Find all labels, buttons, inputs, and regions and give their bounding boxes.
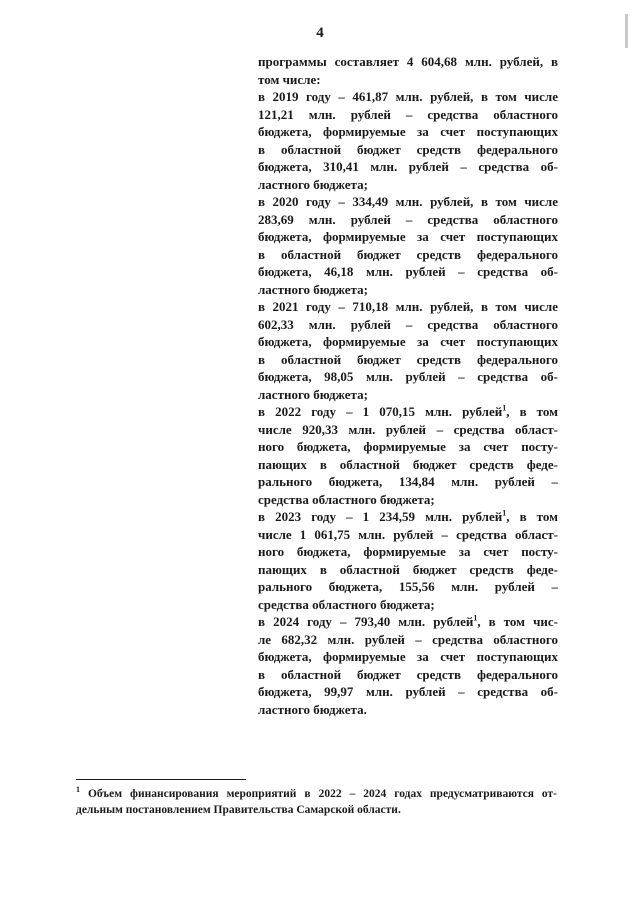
body-line-text: пающих в областной бюджет средств феде- (258, 561, 558, 577)
body-line-text: в 2019 году – 461,87 млн. рублей, в том числе (258, 89, 558, 104)
body-line-text: бюджета, формируемые за счет поступающих (258, 229, 558, 244)
body-line-text: ного бюджета, формируемые за счет посту- (258, 544, 558, 559)
footnote-marker: 1 (76, 785, 80, 795)
body-line-text: бюджета, 46,18 млн. рублей – средства об- (258, 264, 558, 279)
body-line (258, 596, 558, 614)
body-line-text: средства областного бюджета; (258, 596, 435, 612)
body-line-tail: , в том (506, 404, 558, 419)
body-line (258, 456, 558, 474)
body-line-text: бюджета, формируемые за счет поступающих (258, 334, 558, 349)
body-line-text: программы составляет 4 604,68 млн. рублей, в (258, 54, 558, 69)
body-line-text: ластного бюджета; (258, 281, 368, 297)
body-line-tail: , в том чис- (477, 614, 558, 629)
body-line-text: бюджета, 99,97 млн. рублей – средства об- (258, 684, 558, 699)
body-line-text: в 2024 году – 793,40 млн. рублей (258, 614, 474, 629)
body-line (258, 158, 558, 176)
body-line-text: ле 682,32 млн. рублей – средства областного (258, 631, 558, 647)
body-line (258, 333, 558, 351)
body-line-text: ного бюджета, формируемые за счет посту- (258, 439, 558, 454)
body-line (258, 561, 558, 579)
body-line (258, 683, 558, 701)
body-line (258, 631, 558, 649)
footnote-separator (76, 779, 246, 780)
body-line-text: ластного бюджета. (258, 701, 367, 717)
body-line-text: средства областного бюджета; (258, 491, 435, 507)
body-line (258, 281, 558, 299)
body-line (258, 106, 558, 124)
body-line-text: в областной бюджет средств федерального (258, 246, 558, 262)
body-line (258, 228, 558, 246)
footnote-text-1: Объем финансирования мероприятий в 2022 – 2024 годах предусматриваются от- (80, 788, 557, 800)
body-line-text: в областной бюджет средств федерального (258, 351, 558, 367)
body-line (258, 543, 558, 561)
body-line-text: ластного бюджета; (258, 176, 368, 192)
body-line (258, 298, 558, 316)
body-line (258, 613, 558, 631)
footnote (76, 786, 557, 818)
body-line (258, 88, 558, 106)
body-line-text: рального бюджета, 134,84 млн. рублей – (258, 474, 558, 489)
footnote-reference: 1 (473, 613, 478, 623)
body-line (258, 578, 558, 596)
body-line-text: в областной бюджет средств федерального (258, 666, 558, 682)
body-line (258, 438, 558, 456)
body-line-text: 283,69 млн. рублей – средства областного (258, 211, 558, 227)
body-line (258, 316, 558, 334)
body-line-text: в 2023 году – 1 234,59 млн. рублей (258, 509, 503, 524)
body-line (258, 368, 558, 386)
body-line-text: 602,33 млн. рублей – средства областного (258, 316, 558, 332)
body-line-text: бюджета, формируемые за счет поступающих (258, 649, 558, 664)
body-line-text: бюджета, 310,41 млн. рублей – средства об- (258, 159, 558, 174)
body-line (258, 53, 558, 71)
body-line (258, 211, 558, 229)
body-line (258, 491, 558, 509)
footnote-reference: 1 (502, 508, 507, 518)
body-line (258, 193, 558, 211)
page-number: 4 (316, 25, 324, 41)
body-line (258, 526, 558, 544)
body-line-text: числе 920,33 млн. рублей – средства област- (258, 421, 558, 437)
body-line (258, 123, 558, 141)
body-text (258, 53, 558, 718)
body-line (258, 386, 558, 404)
body-line (258, 176, 558, 194)
footnote-line-1 (76, 786, 557, 802)
body-line (258, 508, 558, 526)
footnote-line-2: дельным постановлением Правительства Самарской области. (76, 804, 401, 816)
body-line-text: бюджета, формируемые за счет поступающих (258, 124, 558, 139)
body-line-text: пающих в областной бюджет средств феде- (258, 456, 558, 472)
body-line-text: в 2021 году – 710,18 млн. рублей, в том числе (258, 299, 558, 314)
body-line-tail: , в том (506, 509, 558, 524)
body-line-text: ластного бюджета; (258, 386, 368, 402)
body-line (258, 141, 558, 159)
body-line-text: том числе: (258, 71, 321, 87)
body-line (258, 246, 558, 264)
footnote-reference: 1 (502, 403, 507, 413)
body-line (258, 701, 558, 719)
body-line-text: в областной бюджет средств федерального (258, 141, 558, 157)
body-line (258, 666, 558, 684)
body-line (258, 263, 558, 281)
body-line (258, 351, 558, 369)
body-line-text: числе 1 061,75 млн. рублей – средства област- (258, 526, 558, 542)
body-line-text: рального бюджета, 155,56 млн. рублей – (258, 579, 558, 594)
body-line (258, 648, 558, 666)
body-line (258, 71, 558, 89)
body-line (258, 421, 558, 439)
body-line-text: 121,21 млн. рублей – средства областного (258, 106, 558, 122)
body-line-text: в 2020 году – 334,49 млн. рублей, в том числе (258, 194, 558, 209)
body-line-text: бюджета, 98,05 млн. рублей – средства об- (258, 369, 558, 384)
body-line (258, 403, 558, 421)
body-line-text: в 2022 году – 1 070,15 млн. рублей (258, 404, 503, 419)
body-line (258, 473, 558, 491)
